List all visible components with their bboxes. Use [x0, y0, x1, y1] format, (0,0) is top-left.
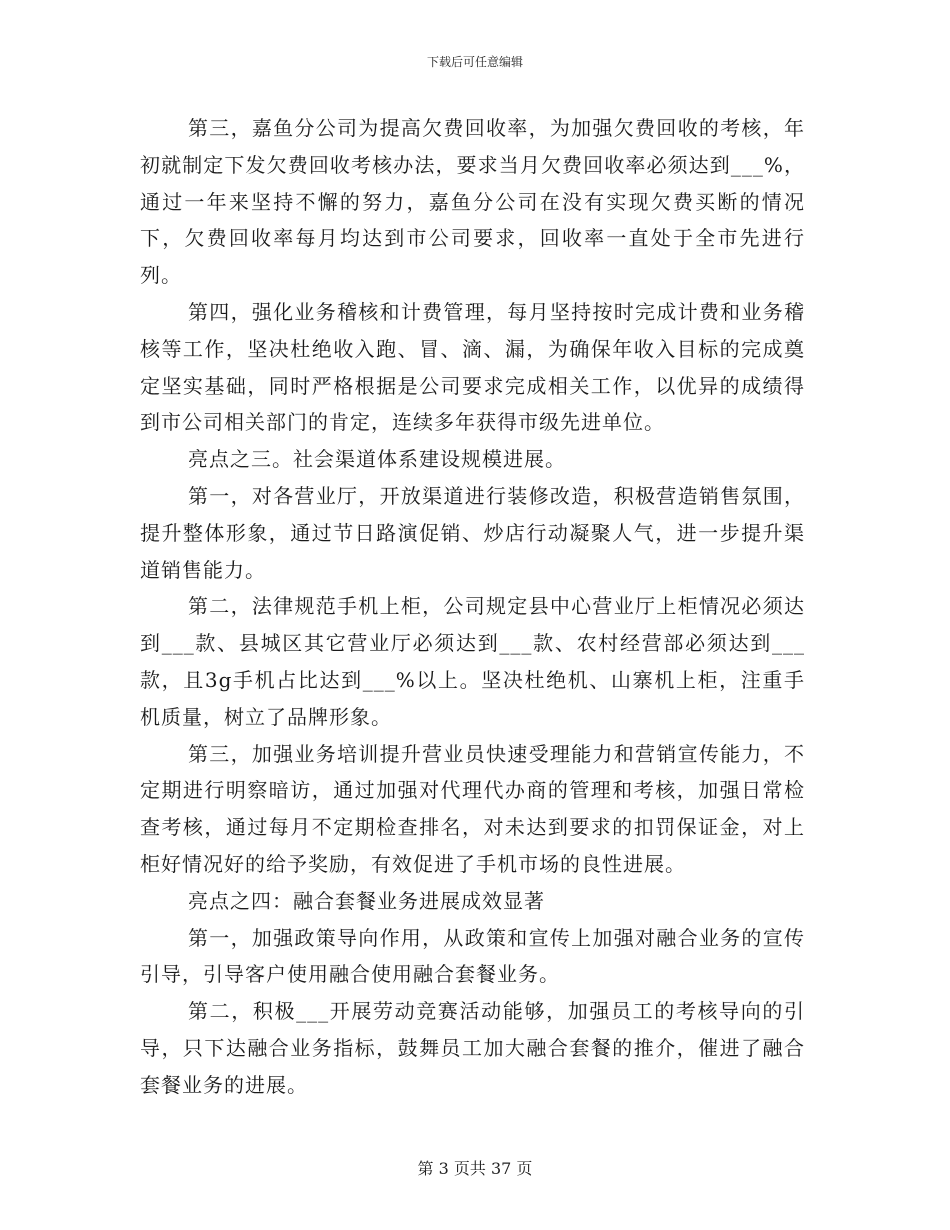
paragraph-channel-renovation: 第一，对各营业厅，开放渠道进行装修改造，积极营造销售氛围，提升整体形象，通过节日路演促销、炒店行动凝聚人气，进一步提升渠道销售能力。: [140, 483, 805, 582]
section-heading-highlight-four: 亮点之四：融合套餐业务进展成效显著: [188, 888, 545, 913]
document-body: [140, 110, 805, 1104]
paragraph-staff-training: 第三，加强业务培训提升营业员快速受理能力和营销宣传能力，不定期进行明察暗访，通过加强对代理代办商的管理和考核，加强日常检查考核，通过每月不定期检查排名，对未达到要求的扣罚保证金，对上柜好情况好的给予奖励，有效促进了手机市场的良性进展。: [140, 741, 805, 876]
page-number: 第 3 页共 37 页: [417, 1159, 533, 1178]
page-header: 下载后可任意编辑: [426, 55, 523, 69]
paragraph-billing-audit: 第四，强化业务稽核和计费管理，每月坚持按时完成计费和业务稽核等工作，坚决杜绝收入跑、冒、滴、漏，为确保年收入目标的完成奠定坚实基础，同时严格根据是公司要求完成相关工作，以优异的成绩得到市公司相关部门的肯定，连续多年获得市级先进单位。: [140, 299, 805, 435]
paragraph-phone-display: 第二，法律规范手机上柜，公司规定县中心营业厅上柜情况必须达到___款、县城区其它营业厅必须达到___款、农村经营部必须达到___款，且3g手机占比达到___%以上。坚决杜绝机、山寨机上柜，注重手机质量，树立了品牌形象。: [140, 594, 805, 729]
paragraph-policy-guidance: 第一，加强政策导向作用，从政策和宣传上加强对融合业务的宣传引导，引导客户使用融合使用融合套餐业务。: [140, 925, 805, 987]
section-heading-highlight-three: 亮点之三。社会渠道体系建设规模进展。: [188, 447, 566, 472]
paragraph-collection-rate: 第三，嘉鱼分公司为提高欠费回收率，为加强欠费回收的考核，年初就制定下发欠费回收考核办法，要求当月欠费回收率必须达到___%，通过一年来坚持不懈的努力，嘉鱼分公司在没有实现欠费买断的情况下，欠费回收率每月均达到市公司要求，回收率一直处于全市先进行列。: [140, 116, 805, 288]
paragraph-labor-competition: 第二，积极___开展劳动竞赛活动能够，加强员工的考核导向的引导，只下达融合业务指标，鼓舞员工加大融合套餐的推介，催进了融合套餐业务的进展。: [140, 999, 805, 1097]
